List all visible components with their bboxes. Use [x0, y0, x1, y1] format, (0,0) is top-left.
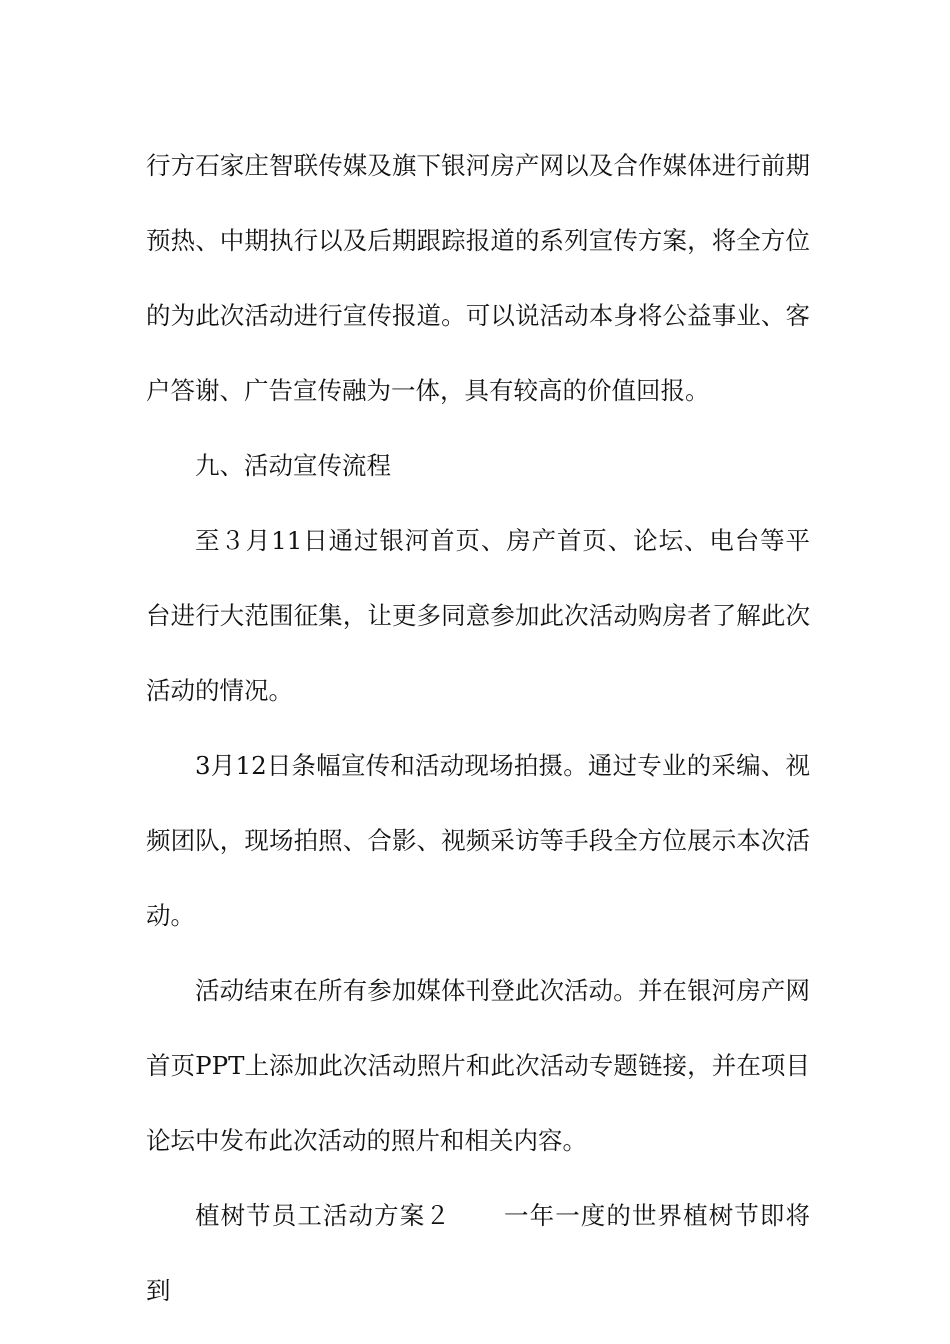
section-heading-publicity-process: 九、活动宣传流程 [195, 451, 391, 480]
paragraph-after-event: 活动结束在所有参加媒体刊登此次活动。并在银河房产网首页PPT上添加此次活动照片和此次活动专题链接，并在项目论坛中发布此次活动的照片和相关内容。 [146, 976, 810, 1155]
document-body [146, 128, 810, 1328]
paragraph-intro-continuation: 行方石家庄智联传媒及旗下银河房产网以及合作媒体进行前期预热、中期执行以及后期跟踪报道的系列宣传方案，将全方位的为此次活动进行宣传报道。可以说活动本身将公益事业、客户答谢、广告宣传融为一体，具有较高的价值回报。 [146, 151, 810, 405]
plan-intro-text: 一年一度的世界植树节即将到 [146, 1201, 811, 1305]
plan-title: 植树节员工活动方案２ [195, 1201, 451, 1230]
paragraph-next-plan [146, 1178, 810, 1328]
paragraph-march-11: 至３月11日通过银河首页、房产首页、论坛、电台等平台进行大范围征集，让更多同意参加此次活动购房者了解此次活动的情况。 [146, 526, 810, 705]
paragraph-march-12: 3月12日条幅宣传和活动现场拍摄。通过专业的采编、视频团队，现场拍照、合影、视频采访等手段全方位展示本次活动。 [146, 751, 810, 930]
